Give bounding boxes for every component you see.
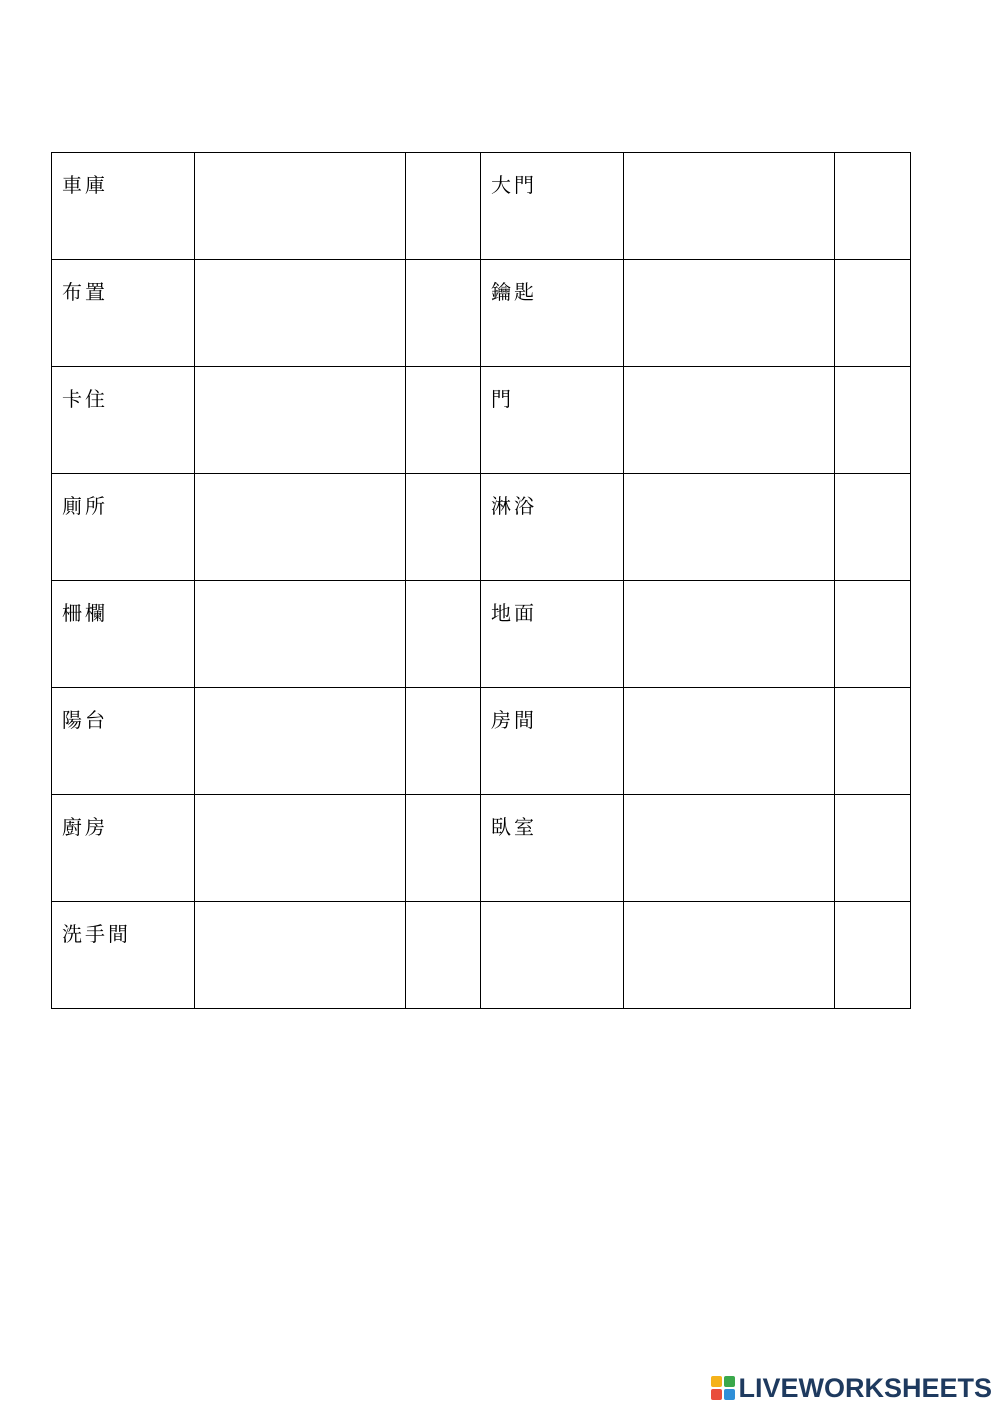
right-check-cell[interactable] bbox=[835, 688, 911, 795]
left-word-cell: 廁所 bbox=[52, 474, 195, 581]
right-check-cell[interactable] bbox=[835, 260, 911, 367]
left-answer-input[interactable] bbox=[195, 260, 405, 366]
right-check-input[interactable] bbox=[835, 581, 910, 687]
left-check-cell[interactable] bbox=[406, 260, 481, 367]
left-answer-input[interactable] bbox=[195, 902, 405, 1008]
left-answer-cell[interactable] bbox=[195, 581, 406, 688]
right-check-input[interactable] bbox=[835, 795, 910, 901]
right-check-input[interactable] bbox=[835, 474, 910, 580]
right-check-cell[interactable] bbox=[835, 581, 911, 688]
logo-square-2 bbox=[724, 1376, 735, 1387]
logo-square-1 bbox=[711, 1376, 722, 1387]
right-word-cell: 臥室 bbox=[481, 795, 624, 902]
right-check-input[interactable] bbox=[835, 902, 910, 1008]
table-row bbox=[52, 902, 911, 1009]
left-check-cell[interactable] bbox=[406, 153, 481, 260]
right-word-cell bbox=[481, 902, 624, 1009]
left-word-cell: 陽台 bbox=[52, 688, 195, 795]
right-answer-input[interactable] bbox=[624, 260, 834, 366]
right-answer-input[interactable] bbox=[624, 367, 834, 473]
left-check-cell[interactable] bbox=[406, 688, 481, 795]
left-word-cell: 洗手間 bbox=[52, 902, 195, 1009]
left-answer-input[interactable] bbox=[195, 795, 405, 901]
left-check-cell[interactable] bbox=[406, 581, 481, 688]
left-answer-cell[interactable] bbox=[195, 153, 406, 260]
left-word-cell: 卡住 bbox=[52, 367, 195, 474]
left-word-cell: 布置 bbox=[52, 260, 195, 367]
right-answer-cell[interactable] bbox=[624, 795, 835, 902]
logo-square-3 bbox=[711, 1389, 722, 1400]
left-check-input[interactable] bbox=[406, 795, 480, 901]
left-check-cell[interactable] bbox=[406, 795, 481, 902]
left-answer-input[interactable] bbox=[195, 367, 405, 473]
table-row bbox=[52, 260, 911, 367]
left-answer-input[interactable] bbox=[195, 474, 405, 580]
logo-mark-icon bbox=[711, 1376, 735, 1400]
right-word-cell: 大門 bbox=[481, 153, 624, 260]
right-check-cell[interactable] bbox=[835, 902, 911, 1009]
table-row bbox=[52, 153, 911, 260]
right-word-cell: 房間 bbox=[481, 688, 624, 795]
right-answer-cell[interactable] bbox=[624, 153, 835, 260]
right-check-input[interactable] bbox=[835, 688, 910, 794]
right-answer-input[interactable] bbox=[624, 902, 834, 1008]
left-answer-cell[interactable] bbox=[195, 902, 406, 1009]
right-answer-input[interactable] bbox=[624, 795, 834, 901]
liveworksheets-logo bbox=[711, 1373, 992, 1403]
left-answer-input[interactable] bbox=[195, 688, 405, 794]
table-row bbox=[52, 688, 911, 795]
left-check-input[interactable] bbox=[406, 153, 480, 259]
right-word-cell: 鑰匙 bbox=[481, 260, 624, 367]
right-word-cell: 地面 bbox=[481, 581, 624, 688]
right-answer-cell[interactable] bbox=[624, 902, 835, 1009]
left-check-cell[interactable] bbox=[406, 474, 481, 581]
left-answer-cell[interactable] bbox=[195, 367, 406, 474]
right-answer-input[interactable] bbox=[624, 153, 834, 259]
right-answer-input[interactable] bbox=[624, 474, 834, 580]
table-row bbox=[52, 474, 911, 581]
left-answer-cell[interactable] bbox=[195, 260, 406, 367]
right-answer-cell[interactable] bbox=[624, 581, 835, 688]
right-check-cell[interactable] bbox=[835, 795, 911, 902]
logo-square-4 bbox=[724, 1389, 735, 1400]
right-check-input[interactable] bbox=[835, 260, 910, 366]
table-row bbox=[52, 581, 911, 688]
left-check-cell[interactable] bbox=[406, 902, 481, 1009]
right-answer-input[interactable] bbox=[624, 581, 834, 687]
left-answer-cell[interactable] bbox=[195, 795, 406, 902]
left-check-input[interactable] bbox=[406, 367, 480, 473]
right-answer-cell[interactable] bbox=[624, 260, 835, 367]
right-answer-cell[interactable] bbox=[624, 688, 835, 795]
left-check-cell[interactable] bbox=[406, 367, 481, 474]
left-answer-cell[interactable] bbox=[195, 688, 406, 795]
left-check-input[interactable] bbox=[406, 688, 480, 794]
left-word-cell: 車庫 bbox=[52, 153, 195, 260]
left-answer-cell[interactable] bbox=[195, 474, 406, 581]
right-check-input[interactable] bbox=[835, 153, 910, 259]
right-word-cell: 淋浴 bbox=[481, 474, 624, 581]
right-check-cell[interactable] bbox=[835, 474, 911, 581]
right-answer-input[interactable] bbox=[624, 688, 834, 794]
right-check-cell[interactable] bbox=[835, 153, 911, 260]
vocabulary-table bbox=[51, 152, 911, 1009]
left-check-input[interactable] bbox=[406, 260, 480, 366]
logo-text: LIVEWORKSHEETS bbox=[738, 1372, 992, 1403]
left-check-input[interactable] bbox=[406, 474, 480, 580]
table-row bbox=[52, 795, 911, 902]
right-word-cell: 門 bbox=[481, 367, 624, 474]
right-answer-cell[interactable] bbox=[624, 367, 835, 474]
right-check-cell[interactable] bbox=[835, 367, 911, 474]
left-check-input[interactable] bbox=[406, 902, 480, 1008]
left-answer-input[interactable] bbox=[195, 153, 405, 259]
left-word-cell: 柵欄 bbox=[52, 581, 195, 688]
left-answer-input[interactable] bbox=[195, 581, 405, 687]
left-word-cell: 廚房 bbox=[52, 795, 195, 902]
right-check-input[interactable] bbox=[835, 367, 910, 473]
right-answer-cell[interactable] bbox=[624, 474, 835, 581]
left-check-input[interactable] bbox=[406, 581, 480, 687]
table-row bbox=[52, 367, 911, 474]
